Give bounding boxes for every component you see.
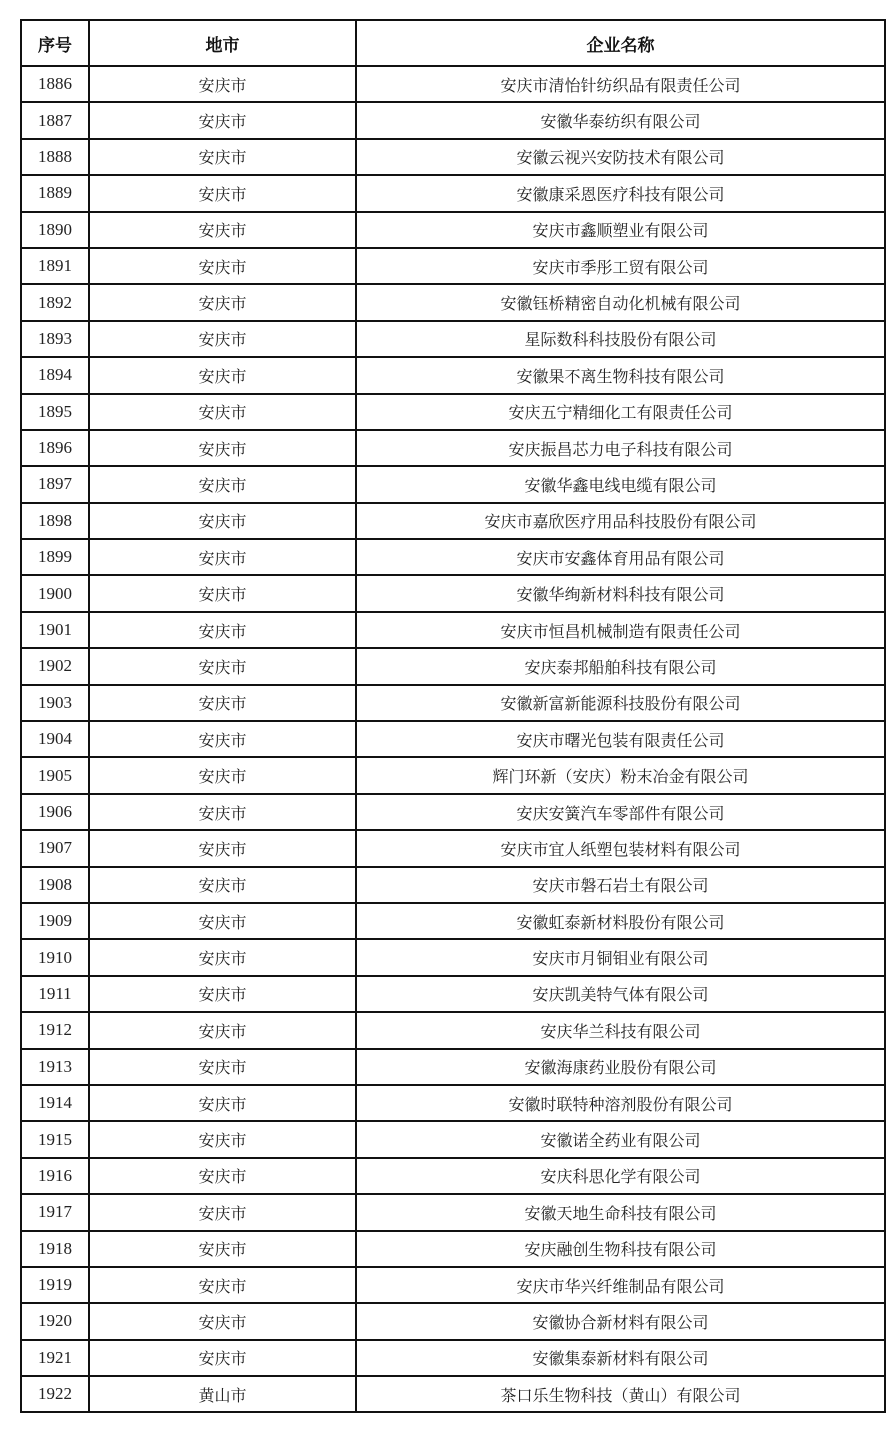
cell-index: 1897 <box>21 466 89 502</box>
cell-company: 安庆五宁精细化工有限责任公司 <box>356 394 885 430</box>
table-row <box>21 66 885 102</box>
company-list-table <box>20 19 886 1413</box>
cell-company: 安徽集泰新材料有限公司 <box>356 1340 885 1376</box>
table-row <box>21 721 885 757</box>
cell-company: 安徽康采恩医疗科技有限公司 <box>356 175 885 211</box>
table-row <box>21 1012 885 1048</box>
cell-index: 1899 <box>21 539 89 575</box>
cell-index: 1888 <box>21 139 89 175</box>
table-row <box>21 685 885 721</box>
cell-city: 安庆市 <box>89 1340 356 1376</box>
cell-city: 安庆市 <box>89 939 356 975</box>
cell-city: 安庆市 <box>89 66 356 102</box>
cell-city: 安庆市 <box>89 139 356 175</box>
cell-index: 1889 <box>21 175 89 211</box>
cell-company: 安徽华绚新材料科技有限公司 <box>356 575 885 611</box>
table-row <box>21 139 885 175</box>
table-row <box>21 539 885 575</box>
cell-city: 安庆市 <box>89 648 356 684</box>
table-header-row <box>21 20 885 66</box>
table-row <box>21 867 885 903</box>
cell-city: 安庆市 <box>89 903 356 939</box>
cell-company: 安庆市安鑫体育用品有限公司 <box>356 539 885 575</box>
cell-index: 1893 <box>21 321 89 357</box>
table-row <box>21 284 885 320</box>
cell-index: 1900 <box>21 575 89 611</box>
cell-company: 安庆市月铜钼业有限公司 <box>356 939 885 975</box>
cell-company: 安庆市曙光包装有限责任公司 <box>356 721 885 757</box>
table-row <box>21 757 885 793</box>
cell-company: 安徽云视兴安防技术有限公司 <box>356 139 885 175</box>
cell-company: 安徽华鑫电线电缆有限公司 <box>356 466 885 502</box>
table-row <box>21 575 885 611</box>
table-row <box>21 1376 885 1412</box>
cell-city: 安庆市 <box>89 794 356 830</box>
cell-company: 星际数科科技股份有限公司 <box>356 321 885 357</box>
cell-city: 安庆市 <box>89 212 356 248</box>
cell-city: 安庆市 <box>89 102 356 138</box>
cell-company: 安庆华兰科技有限公司 <box>356 1012 885 1048</box>
cell-index: 1922 <box>21 1376 89 1412</box>
cell-city: 安庆市 <box>89 612 356 648</box>
cell-index: 1886 <box>21 66 89 102</box>
cell-index: 1887 <box>21 102 89 138</box>
cell-index: 1902 <box>21 648 89 684</box>
table-row <box>21 612 885 648</box>
table-row <box>21 1158 885 1194</box>
cell-city: 安庆市 <box>89 394 356 430</box>
table-row <box>21 1267 885 1303</box>
cell-company: 安庆市清怡针纺织品有限责任公司 <box>356 66 885 102</box>
cell-index: 1917 <box>21 1194 89 1230</box>
cell-city: 安庆市 <box>89 830 356 866</box>
cell-city: 安庆市 <box>89 175 356 211</box>
cell-city: 安庆市 <box>89 575 356 611</box>
cell-index: 1894 <box>21 357 89 393</box>
cell-city: 安庆市 <box>89 1049 356 1085</box>
table-row <box>21 1231 885 1267</box>
table-row <box>21 357 885 393</box>
table-row <box>21 648 885 684</box>
cell-company: 安庆科思化学有限公司 <box>356 1158 885 1194</box>
cell-city: 安庆市 <box>89 466 356 502</box>
cell-city: 安庆市 <box>89 867 356 903</box>
cell-city: 安庆市 <box>89 357 356 393</box>
table-row <box>21 830 885 866</box>
table-row <box>21 212 885 248</box>
cell-index: 1920 <box>21 1303 89 1339</box>
table-row <box>21 248 885 284</box>
cell-city: 黄山市 <box>89 1376 356 1412</box>
cell-index: 1903 <box>21 685 89 721</box>
cell-city: 安庆市 <box>89 1267 356 1303</box>
cell-company: 茶口乐生物科技（黄山）有限公司 <box>356 1376 885 1412</box>
cell-index: 1908 <box>21 867 89 903</box>
cell-city: 安庆市 <box>89 976 356 1012</box>
table-row <box>21 976 885 1012</box>
cell-city: 安庆市 <box>89 539 356 575</box>
cell-index: 1896 <box>21 430 89 466</box>
cell-company: 安庆市嘉欣医疗用品科技股份有限公司 <box>356 503 885 539</box>
cell-index: 1915 <box>21 1121 89 1157</box>
cell-city: 安庆市 <box>89 1303 356 1339</box>
header-company: 企业名称 <box>356 20 885 66</box>
table-row <box>21 1340 885 1376</box>
cell-company: 安庆市宜人纸塑包装材料有限公司 <box>356 830 885 866</box>
cell-index: 1909 <box>21 903 89 939</box>
cell-index: 1907 <box>21 830 89 866</box>
table-row <box>21 939 885 975</box>
cell-city: 安庆市 <box>89 685 356 721</box>
cell-company: 安徽钰桥精密自动化机械有限公司 <box>356 284 885 320</box>
cell-city: 安庆市 <box>89 1158 356 1194</box>
table-row <box>21 1194 885 1230</box>
cell-city: 安庆市 <box>89 321 356 357</box>
table-row <box>21 1121 885 1157</box>
cell-company: 辉门环新（安庆）粉末冶金有限公司 <box>356 757 885 793</box>
cell-company: 安庆融创生物科技有限公司 <box>356 1231 885 1267</box>
cell-index: 1912 <box>21 1012 89 1048</box>
table-body <box>21 66 885 1412</box>
cell-index: 1905 <box>21 757 89 793</box>
cell-city: 安庆市 <box>89 1012 356 1048</box>
cell-city: 安庆市 <box>89 757 356 793</box>
cell-city: 安庆市 <box>89 284 356 320</box>
cell-company: 安徽诺全药业有限公司 <box>356 1121 885 1157</box>
cell-company: 安庆市季彤工贸有限公司 <box>356 248 885 284</box>
cell-index: 1906 <box>21 794 89 830</box>
cell-index: 1914 <box>21 1085 89 1121</box>
table-row <box>21 1085 885 1121</box>
cell-company: 安庆市华兴纤维制品有限公司 <box>356 1267 885 1303</box>
cell-index: 1904 <box>21 721 89 757</box>
cell-index: 1898 <box>21 503 89 539</box>
cell-company: 安徽海康药业股份有限公司 <box>356 1049 885 1085</box>
cell-company: 安庆安簧汽车零部件有限公司 <box>356 794 885 830</box>
table-row <box>21 1303 885 1339</box>
cell-company: 安徽协合新材料有限公司 <box>356 1303 885 1339</box>
cell-index: 1890 <box>21 212 89 248</box>
cell-index: 1919 <box>21 1267 89 1303</box>
header-city: 地市 <box>89 20 356 66</box>
cell-company: 安庆市恒昌机械制造有限责任公司 <box>356 612 885 648</box>
cell-company: 安徽天地生命科技有限公司 <box>356 1194 885 1230</box>
table-row <box>21 102 885 138</box>
table-row <box>21 394 885 430</box>
table-row <box>21 503 885 539</box>
table-row <box>21 794 885 830</box>
table-row <box>21 321 885 357</box>
cell-city: 安庆市 <box>89 1231 356 1267</box>
table-row <box>21 430 885 466</box>
cell-index: 1892 <box>21 284 89 320</box>
cell-index: 1911 <box>21 976 89 1012</box>
cell-index: 1891 <box>21 248 89 284</box>
cell-index: 1921 <box>21 1340 89 1376</box>
cell-city: 安庆市 <box>89 1121 356 1157</box>
cell-city: 安庆市 <box>89 1194 356 1230</box>
cell-city: 安庆市 <box>89 1085 356 1121</box>
cell-company: 安徽新富新能源科技股份有限公司 <box>356 685 885 721</box>
table-row <box>21 175 885 211</box>
table-row <box>21 903 885 939</box>
cell-company: 安徽时联特种溶剂股份有限公司 <box>356 1085 885 1121</box>
cell-company: 安徽华泰纺织有限公司 <box>356 102 885 138</box>
cell-index: 1910 <box>21 939 89 975</box>
cell-index: 1901 <box>21 612 89 648</box>
table-row <box>21 1049 885 1085</box>
cell-city: 安庆市 <box>89 248 356 284</box>
cell-index: 1916 <box>21 1158 89 1194</box>
cell-city: 安庆市 <box>89 721 356 757</box>
table-row <box>21 466 885 502</box>
cell-index: 1913 <box>21 1049 89 1085</box>
cell-company: 安徽虹泰新材料股份有限公司 <box>356 903 885 939</box>
header-index: 序号 <box>21 20 89 66</box>
cell-company: 安庆振昌芯力电子科技有限公司 <box>356 430 885 466</box>
cell-company: 安庆市鑫顺塑业有限公司 <box>356 212 885 248</box>
cell-city: 安庆市 <box>89 503 356 539</box>
cell-company: 安徽果不离生物科技有限公司 <box>356 357 885 393</box>
cell-index: 1895 <box>21 394 89 430</box>
cell-company: 安庆凯美特气体有限公司 <box>356 976 885 1012</box>
cell-index: 1918 <box>21 1231 89 1267</box>
cell-company: 安庆市磐石岩土有限公司 <box>356 867 885 903</box>
cell-city: 安庆市 <box>89 430 356 466</box>
cell-company: 安庆泰邦船舶科技有限公司 <box>356 648 885 684</box>
